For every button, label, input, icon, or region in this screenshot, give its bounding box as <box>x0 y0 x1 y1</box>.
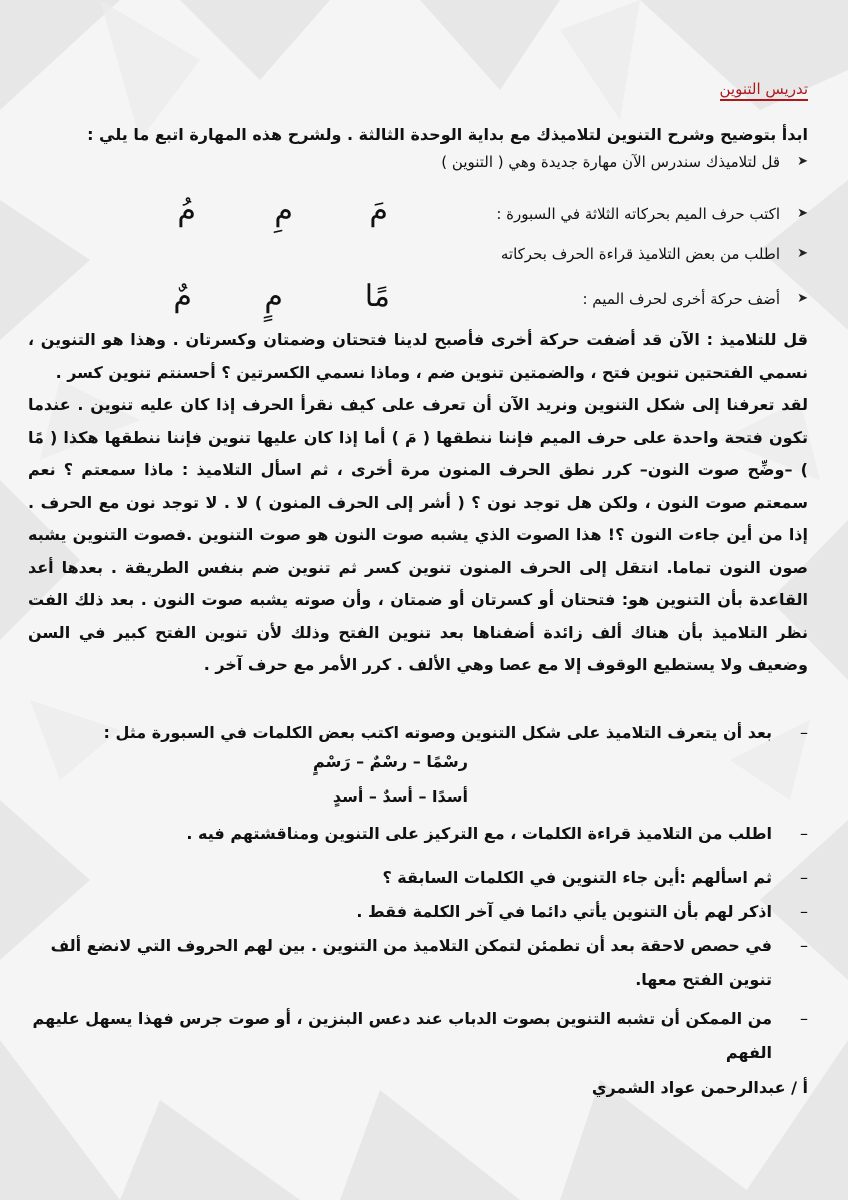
list-item <box>30 716 808 750</box>
step-item <box>60 203 808 225</box>
author-signature: أ / عبدالرحمن عواد الشمري <box>591 1078 808 1097</box>
dash-bullet-icon: – <box>800 1009 808 1028</box>
list-item-text: بعد أن يتعرف التلاميذ على شكل التنوين وصوته اكتب بعض الكلمات في السبورة مثل : <box>103 723 772 742</box>
step-text: قل لتلاميذك سندرس الآن مهارة جديدة وهي ( التنوين ) <box>441 153 780 171</box>
example-words-line: أسدًا – أسدٌ – أسدٍ <box>332 787 468 806</box>
list-item-text: اذكر لهم بأن التنوين يأتي دائما في آخر الكلمة فقط . <box>356 902 772 921</box>
example-words-line: رسْمًا – رسْمٌ – رَسْمٍ <box>313 752 468 771</box>
arrow-bullet-icon: ➤ <box>797 246 808 261</box>
arrow-bullet-icon: ➤ <box>797 206 808 221</box>
step-item <box>60 288 808 310</box>
list-item <box>30 895 808 929</box>
dash-bullet-icon: – <box>800 936 808 955</box>
dash-bullet-icon: – <box>800 824 808 843</box>
step-text: اطلب من بعض التلاميذ قراءة الحرف بحركاته <box>500 245 780 263</box>
harakat-letter: مُ <box>177 193 196 228</box>
list-item <box>30 861 808 895</box>
tanween-letter: مٍ <box>264 279 283 314</box>
list-item <box>30 929 808 997</box>
list-item-text: اطلب من التلاميذ قراءة الكلمات ، مع التركيز على التنوين ومناقشتهم فيه . <box>186 824 772 843</box>
arrow-bullet-icon: ➤ <box>797 154 808 169</box>
list-item <box>30 1002 808 1070</box>
tanween-letter: مًا <box>364 279 390 314</box>
list-item-text: من الممكن أن تشبه التنوين بصوت الدباب عند دعس البنزين ، أو صوت جرس فهذا يسهل عليهم الفهم <box>32 1009 772 1062</box>
harakat-letter: مَ <box>369 193 388 228</box>
step-item <box>60 151 808 173</box>
dash-bullet-icon: – <box>800 868 808 887</box>
dash-bullet-icon: – <box>800 723 808 742</box>
step-text: اكتب حرف الميم بحركاته الثلاثة في السبورة : <box>496 205 780 223</box>
tanween-letter: مٌ <box>173 279 192 314</box>
step-text: أضف حركة أخرى لحرف الميم : <box>582 290 780 308</box>
list-item <box>30 817 808 851</box>
explanation-block <box>28 324 808 682</box>
list-item-text: ثم اسألهم :أين جاء التنوين في الكلمات السابقة ؟ <box>382 868 772 887</box>
paragraph-tanween-sound: لقد تعرفنا إلى شكل التنوين ونريد الآن أن تعرف على كيف نقرأ الحرف إذا كان عليه تنوين . عندما تكون فتحة واحدة على حرف الميم فإننا ننطقها ( مَ ) أما إذا كان عليها تنوين فإننا ننطقها هكذا ( مًا ) –وضِّح صوت النون– كرر نطق الحرف المنون مرة أخرى ، ثم اسأل التلاميذ : ماذا سمعتم ؟ نعم سمعتم صوت النون ، ولكن هل توجد نون ؟ ( أشر إلى الحرف المنون ) لا . لا توجد نون مع الحرف . إذا من أين جاءت النون ؟! هذا الصوت الذي يشبه صوت النون هو صوت التنوين .فصوت التنوين يشبه صون النون تماما. انتقل إلى الحرف المنون تنوين كسر ثم تنوين ضم بنفس الطريقة . بعدها أعد القاعدة بأن التنوين هو: فتحتان أو كسرتان أو ضمتان ، وأن صوته يشبه صوت النون . بعد ذلك الفت نظر التلاميذ بأن هناك ألف زائدة أضفناها بعد تنوين الفتح وذلك لأن تنوين الفتح كبير في السن وضعيف ولا يستطيع الوقوف إلا مع عصا وهي الألف . كرر الأمر مع حرف آخر . <box>28 395 808 674</box>
dash-bullet-icon: – <box>800 902 808 921</box>
list-item-text: في حصص لاحقة بعد أن تطمئن لتمكن التلاميذ من التنوين . بين لهم الحروف التي لانضع ألف تنوين الفتح معها. <box>50 936 772 989</box>
step-item <box>60 243 808 265</box>
paragraph-tanween-intro: قل للتلاميذ : الآن قد أضفت حركة أخرى فأصبح لدينا فتحتان وضمتان وكسرتان . وهذا هو التنوين ، نسمي الفتحتين تنوين فتح ، والضمتين تنوين ضم ، وماذا نسمي الكسرتين ؟ أحسنتم تنوين كسر . <box>28 330 808 382</box>
intro-paragraph: ابدأ بتوضيح وشرح التنوين لتلاميذك مع بداية الوحدة الثالثة . ولشرح هذه المهارة اتبع ما يلي : <box>87 125 808 144</box>
arrow-bullet-icon: ➤ <box>797 291 808 306</box>
harakat-letter: مِ <box>274 193 293 228</box>
page-title: تدريس التنوين <box>720 80 809 101</box>
